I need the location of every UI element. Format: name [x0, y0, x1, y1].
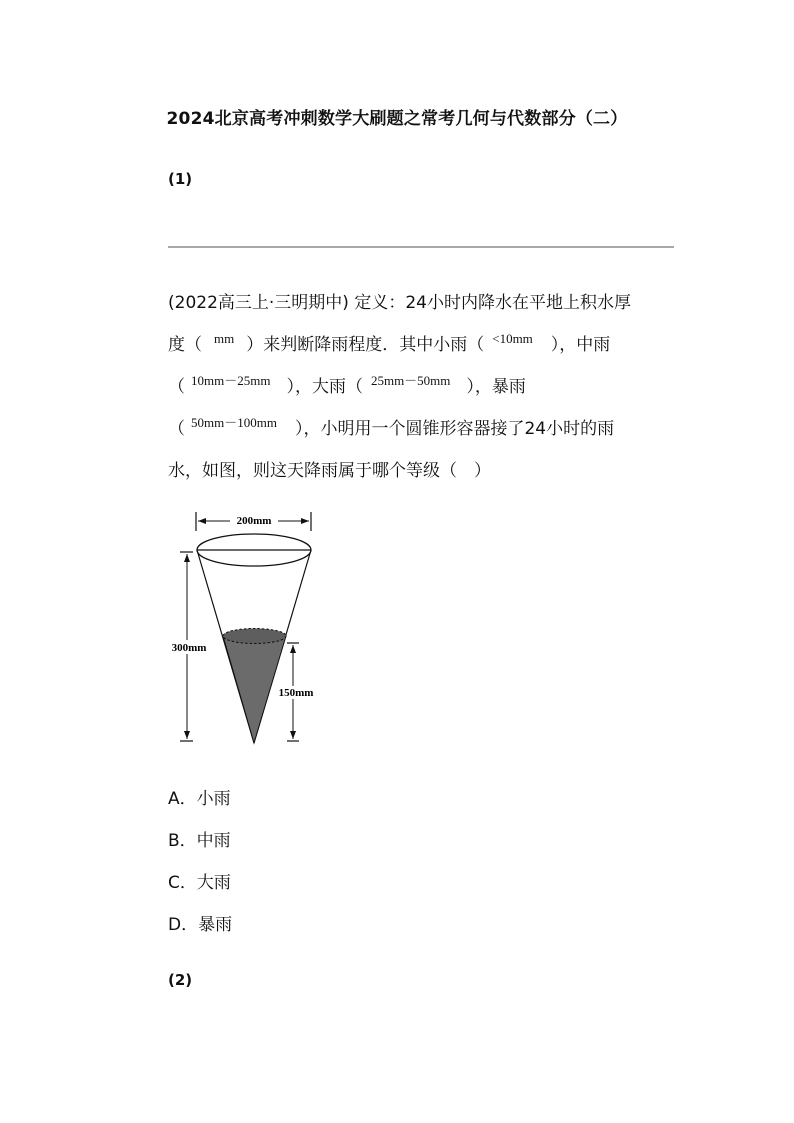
question-text-line-5: 水，如图，则这天降雨属于哪个等级（ ） — [168, 461, 491, 481]
option-a[interactable]: A．小雨 — [168, 789, 231, 809]
divider — [168, 246, 674, 248]
top-diameter-label: 200mm — [236, 515, 272, 527]
page-title: 2024北京高考冲刺数学大刷题之常考几何与代数部分（二） — [166, 109, 628, 129]
text-segment: 度（ — [168, 335, 202, 355]
text-segment: ）来判断降雨程度．其中小雨（ — [246, 335, 485, 355]
text-segment: （ — [168, 377, 185, 397]
text-segment: ），大雨（ — [286, 377, 363, 397]
text-segment: ），中雨 — [550, 335, 611, 355]
text-segment: ），小明用一个圆锥形容器接了24小时的雨 — [294, 419, 615, 439]
water-surface — [223, 629, 286, 644]
light-rain-range: <10mm — [492, 331, 533, 346]
question-text-line-4 — [168, 414, 614, 439]
arrowhead — [184, 554, 190, 562]
question-number-2: (2) — [168, 971, 193, 989]
heavy-rain-range: 25mm－50mm — [370, 373, 451, 388]
arrowhead — [198, 518, 206, 524]
storm-rain-range: 50mm－100mm — [191, 415, 277, 430]
arrowhead — [290, 645, 296, 653]
question-text-line-2 — [168, 330, 610, 355]
unit-formula: mm — [214, 331, 235, 346]
option-b[interactable]: B．中雨 — [168, 831, 231, 851]
arrowhead — [184, 731, 190, 739]
arrowhead — [301, 518, 309, 524]
question-number-1: (1) — [168, 170, 193, 188]
moderate-rain-range: 10mm－25mm — [191, 373, 271, 388]
option-d[interactable]: D．暴雨 — [168, 915, 233, 935]
water-height-label: 150mm — [278, 687, 314, 699]
question-text-line-3 — [168, 372, 526, 397]
arrowhead — [290, 731, 296, 739]
question-text-line-1: (2022高三上·三明期中) 定义：24小时内降水在平地上积水厚 — [168, 293, 631, 313]
cone-figure — [160, 505, 330, 755]
option-c[interactable]: C．大雨 — [168, 873, 231, 893]
text-segment: （ — [168, 419, 185, 439]
height-label: 300mm — [171, 642, 207, 654]
text-segment: ），暴雨 — [466, 377, 526, 397]
